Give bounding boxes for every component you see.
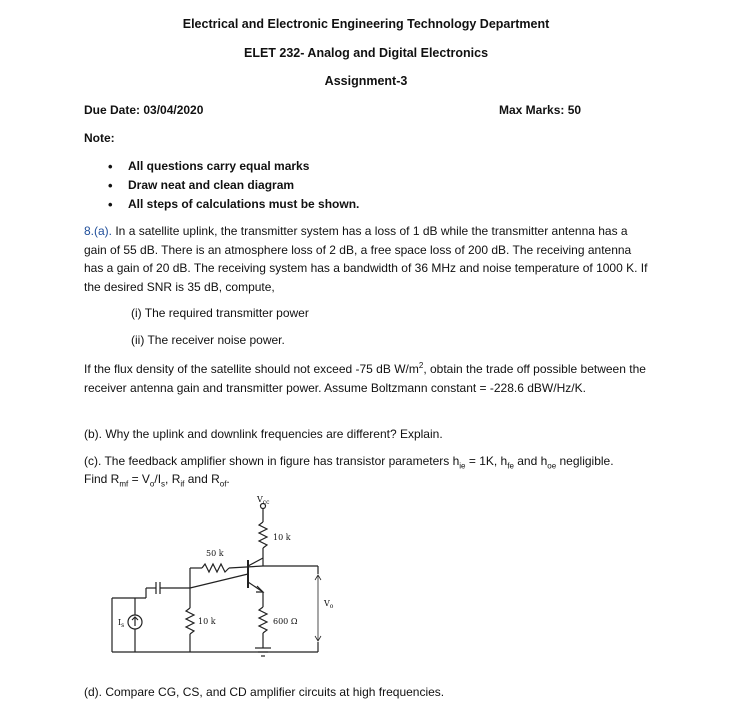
rc-resistor — [259, 522, 267, 548]
q8c-text: = 1K, h — [465, 454, 508, 468]
note-list — [108, 157, 628, 214]
q8c-text: /I — [154, 472, 162, 486]
is-label: $I_s$ — [118, 618, 125, 629]
q8c-sub: o — [149, 479, 155, 489]
re-resistor — [259, 607, 267, 633]
question-8c-line1 — [84, 452, 614, 471]
re-label: 600 Ω — [273, 617, 298, 626]
question-8a — [84, 222, 649, 296]
q8c-sub: fe — [507, 461, 514, 471]
vcc-label: $V_{cc}$ — [257, 495, 270, 506]
q8c-text: and R — [184, 472, 220, 486]
note-item: • All steps of calculations must be shown. — [108, 195, 628, 214]
note-item: • Draw neat and clean diagram — [108, 176, 628, 195]
sub-question-i: (i) The required transmitter power — [131, 306, 309, 320]
note-item: • All questions carry equal marks — [108, 157, 628, 176]
q8c-sub: oe — [547, 461, 557, 471]
sub-question-ii: (ii) The receiver noise power. — [131, 333, 285, 347]
q8c-text: (c). The feedback amplifier shown in figure has transistor parameters h — [84, 454, 460, 468]
rb-label: 10 k — [198, 617, 216, 626]
question-8c-line2 — [84, 470, 230, 489]
flux-density-text — [84, 360, 649, 397]
feedback-amplifier-circuit — [90, 492, 360, 672]
note-label: Note: — [84, 131, 115, 145]
q8c-sub: if — [180, 479, 185, 489]
vo-label: $V_o$ — [324, 599, 334, 610]
q8c-text: . — [226, 472, 230, 486]
q8c-text: Find R — [84, 472, 120, 486]
question-number: 8.(a). — [84, 224, 113, 238]
flux-text-part1: If the flux density of the satellite should not exceed -75 dB W/m — [84, 362, 419, 376]
q8c-sub: s — [161, 479, 166, 489]
q8c-text: , R — [165, 472, 181, 486]
q8c-text: negligible. — [556, 454, 614, 468]
department-title: Electrical and Electronic Engineering Technology Department — [182, 17, 550, 31]
rf-label: 50 k — [206, 549, 224, 558]
flux-superscript: 2 — [418, 361, 424, 370]
rc-label: 10 k — [273, 533, 291, 542]
q8c-sub: ie — [459, 461, 466, 471]
course-title: ELET 232- Analog and Digital Electronics — [243, 46, 489, 60]
assignment-title: Assignment-3 — [324, 74, 408, 88]
rf-resistor — [202, 564, 229, 572]
question-8b: (b). Why the uplink and downlink frequencies are different? Explain. — [84, 427, 443, 441]
q8c-sub: mf — [119, 479, 129, 489]
max-marks: Max Marks: 50 — [499, 103, 582, 117]
q8c-text: and h — [513, 454, 548, 468]
q8c-sub: of — [219, 479, 227, 489]
rb-resistor — [186, 608, 194, 634]
flux-text-part2: , obtain the trade off possible between the receiver antenna gain and transmitter power. Assume Boltzmann constant = -228.6 dBW/Hz/K. — [84, 362, 646, 395]
due-date: Due Date: 03/04/2020 — [84, 103, 204, 117]
q8c-text: = V — [128, 472, 150, 486]
question-8a-text: In a satellite uplink, the transmitter system has a loss of 1 dB while the transmitter antenna has a gain of 55 dB. There is an atmosphere loss of 2 dB, a free space loss of 200 dB. The receiving antenna has a gain of 20 dB. The receiving system has a bandwidth of 36 MHz and noise temperature of 1000 K. If the desired SNR is 35 dB, compute, — [84, 224, 648, 294]
question-8d: (d). Compare CG, CS, and CD amplifier circuits at high frequencies. — [84, 685, 445, 699]
